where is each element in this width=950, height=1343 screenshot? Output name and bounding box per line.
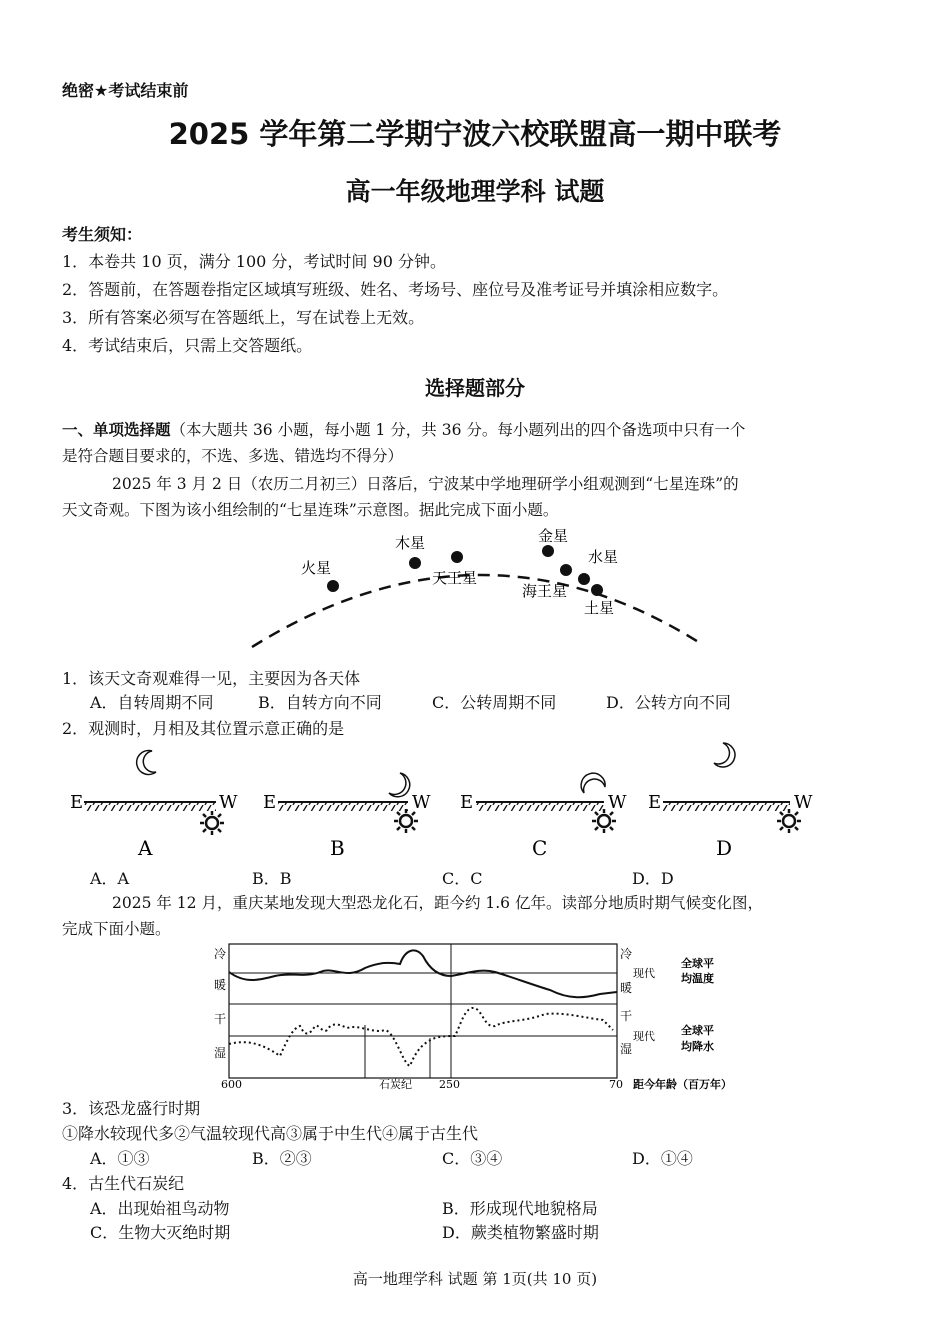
precipitation-curve bbox=[229, 1008, 613, 1066]
temp-series-label-2: 均温度 bbox=[681, 972, 714, 985]
panel-label: A bbox=[138, 836, 153, 860]
context2-line1: 2025 年 12 月，重庆某地发现大型恐龙化石，距今约 1.6 亿年。读部分地质时期气候变化图， bbox=[112, 894, 763, 912]
moist-dry-label-right: 干 bbox=[620, 1009, 633, 1023]
temp-cold-label-right: 冷 bbox=[620, 947, 633, 961]
planet-label-uranus: 天王星 bbox=[432, 569, 478, 587]
precip-modern-label: 现代 bbox=[633, 1030, 655, 1043]
temperature-curve bbox=[229, 950, 617, 997]
panel-c bbox=[460, 773, 627, 860]
notice-item: 3．所有答案必须写在答题纸上，写在试卷上无效。 bbox=[62, 308, 425, 327]
planet-alignment-diagram bbox=[240, 525, 710, 655]
part1-heading: 一、单项选择题 bbox=[62, 421, 171, 439]
q2-option-c[interactable]: C．C bbox=[442, 869, 483, 888]
temp-modern-label: 现代 bbox=[633, 967, 655, 980]
west-label: W bbox=[794, 792, 813, 813]
east-label: E bbox=[263, 792, 277, 813]
east-label: E bbox=[70, 792, 84, 813]
precip-series-label-2: 均降水 bbox=[681, 1040, 714, 1053]
context1 bbox=[62, 471, 890, 523]
panel-label: B bbox=[330, 836, 345, 860]
q1-option-a[interactable]: A．自转周期不同 bbox=[90, 693, 214, 712]
q4-option-c[interactable]: C．生物大灭绝时期 bbox=[90, 1223, 231, 1242]
planet-dot-neptune bbox=[578, 573, 590, 585]
moon-icon bbox=[714, 743, 735, 767]
q1-option-d[interactable]: D．公转方向不同 bbox=[606, 693, 731, 712]
q3-stem: 3．该恐龙盛行时期 bbox=[62, 1099, 201, 1118]
sun-icon bbox=[200, 811, 224, 835]
east-label: E bbox=[460, 792, 474, 813]
q2-option-b[interactable]: B．B bbox=[252, 869, 292, 888]
panel-label: D bbox=[716, 836, 733, 860]
moist-wet-label-right: 湿 bbox=[620, 1042, 633, 1056]
planet-dot-mars bbox=[327, 580, 339, 592]
x-tick-250: 250 bbox=[439, 1078, 460, 1090]
panel-a bbox=[70, 751, 238, 860]
moon-icon bbox=[581, 773, 605, 793]
planet-dot-jupiter bbox=[409, 557, 421, 569]
q4-option-b[interactable]: B．形成现代地貌格局 bbox=[442, 1199, 598, 1218]
page-footer: 高一地理学科 试题 第 1页(共 10 页) bbox=[352, 1270, 598, 1288]
x-tick-600: 600 bbox=[221, 1078, 242, 1090]
planet-dot-mercury bbox=[560, 564, 572, 576]
temp-warm-label: 暖 bbox=[214, 978, 227, 992]
planet-dot-saturn bbox=[591, 584, 603, 596]
q3-option-c[interactable]: C．③④ bbox=[442, 1149, 503, 1168]
notice-item: 2．答题前，在答题卷指定区域填写班级、姓名、考场号、座位号及准考证号并填涂相应数字。 bbox=[62, 280, 729, 299]
sun-icon bbox=[394, 809, 418, 833]
moon-phase-diagram bbox=[60, 735, 830, 865]
q2-option-d[interactable]: D．D bbox=[632, 869, 674, 888]
sun-icon bbox=[592, 809, 616, 833]
moon-icon bbox=[389, 773, 410, 797]
notice-item: 4．考试结束后，只需上交答题纸。 bbox=[62, 336, 313, 355]
planet-label-jupiter: 木星 bbox=[395, 534, 426, 552]
context1-line1: 2025 年 3 月 2 日（农历二月初三）日落后，宁波某中学地理研学小组观测到“七星连珠”的 bbox=[112, 475, 739, 493]
exam-subtitle: 高一年级地理学科 试题 bbox=[345, 177, 605, 206]
section-title: 选择题部分 bbox=[425, 376, 525, 400]
confidential-label: 绝密★考试结束前 bbox=[62, 81, 189, 100]
q1-option-b[interactable]: B．自转方向不同 bbox=[258, 693, 382, 712]
context1-line2: 天文奇观。下图为该小组绘制的“七星连珠”示意图。据此完成下面小题。 bbox=[62, 501, 559, 519]
x-tick-70: 70 bbox=[609, 1078, 623, 1090]
temp-series-label-1: 全球平 bbox=[681, 957, 714, 970]
temp-warm-label-right: 暖 bbox=[620, 981, 633, 995]
moist-wet-label: 湿 bbox=[214, 1046, 227, 1060]
exam-title: 2025 学年第二学期宁波六校联盟高一期中联考 bbox=[168, 117, 782, 151]
q3-option-a[interactable]: A．①③ bbox=[90, 1149, 150, 1168]
context2 bbox=[62, 890, 890, 942]
west-label: W bbox=[608, 792, 627, 813]
x-axis-unit: 距今年龄（百万年） bbox=[633, 1078, 732, 1090]
q4-option-d[interactable]: D．蕨类植物繁盛时期 bbox=[442, 1223, 599, 1242]
panel-d bbox=[648, 743, 813, 860]
notice-item: 1．本卷共 10 页，满分 100 分，考试时间 90 分钟。 bbox=[62, 252, 446, 271]
context2-line2: 完成下面小题。 bbox=[62, 920, 171, 938]
paleoclimate-chart bbox=[205, 940, 765, 1090]
precip-series-label-1: 全球平 bbox=[681, 1024, 714, 1037]
q3-statements: ①降水较现代多②气温较现代高③属于中生代④属于古生代 bbox=[62, 1124, 479, 1143]
q3-option-d[interactable]: D．①④ bbox=[632, 1149, 693, 1168]
moist-dry-label: 干 bbox=[214, 1012, 227, 1026]
q1-stem: 1．该天文奇观难得一见，主要因为各天体 bbox=[62, 669, 361, 688]
east-label: E bbox=[648, 792, 662, 813]
sun-icon bbox=[777, 809, 801, 833]
west-label: W bbox=[412, 792, 431, 813]
q4-stem: 4．古生代石炭纪 bbox=[62, 1174, 185, 1193]
west-label: W bbox=[219, 792, 238, 813]
panel-b bbox=[263, 773, 431, 860]
part1-instructions bbox=[62, 417, 890, 469]
q2-stem: 2．观测时，月相及其位置示意正确的是 bbox=[62, 719, 345, 738]
panel-label: C bbox=[532, 836, 548, 860]
q2-option-a[interactable]: A．A bbox=[90, 869, 130, 888]
planet-label-saturn: 土星 bbox=[584, 599, 615, 617]
carboniferous-label: 石炭纪 bbox=[379, 1078, 412, 1090]
planet-label-mars: 火星 bbox=[301, 559, 332, 577]
q1-option-c[interactable]: C．公转周期不同 bbox=[432, 693, 557, 712]
planet-label-neptune: 海王星 bbox=[522, 582, 568, 600]
part1-desc-line2: 是符合题目要求的，不选、多选、错选均不得分） bbox=[62, 447, 404, 465]
planet-label-mercury: 水星 bbox=[588, 548, 619, 566]
q3-option-b[interactable]: B．②③ bbox=[252, 1149, 312, 1168]
moon-icon bbox=[137, 751, 156, 775]
planet-dot-venus bbox=[542, 545, 554, 557]
notice-heading: 考生须知： bbox=[62, 225, 143, 244]
planet-dot-uranus bbox=[451, 551, 463, 563]
q4-option-a[interactable]: A．出现始祖鸟动物 bbox=[90, 1199, 230, 1218]
planet-label-venus: 金星 bbox=[538, 527, 569, 545]
part1-desc-line1: （本大题共 36 小题，每小题 1 分，共 36 分。每小题列出的四个备选项中只有一个 bbox=[170, 421, 746, 439]
temp-cold-label: 冷 bbox=[214, 947, 227, 961]
